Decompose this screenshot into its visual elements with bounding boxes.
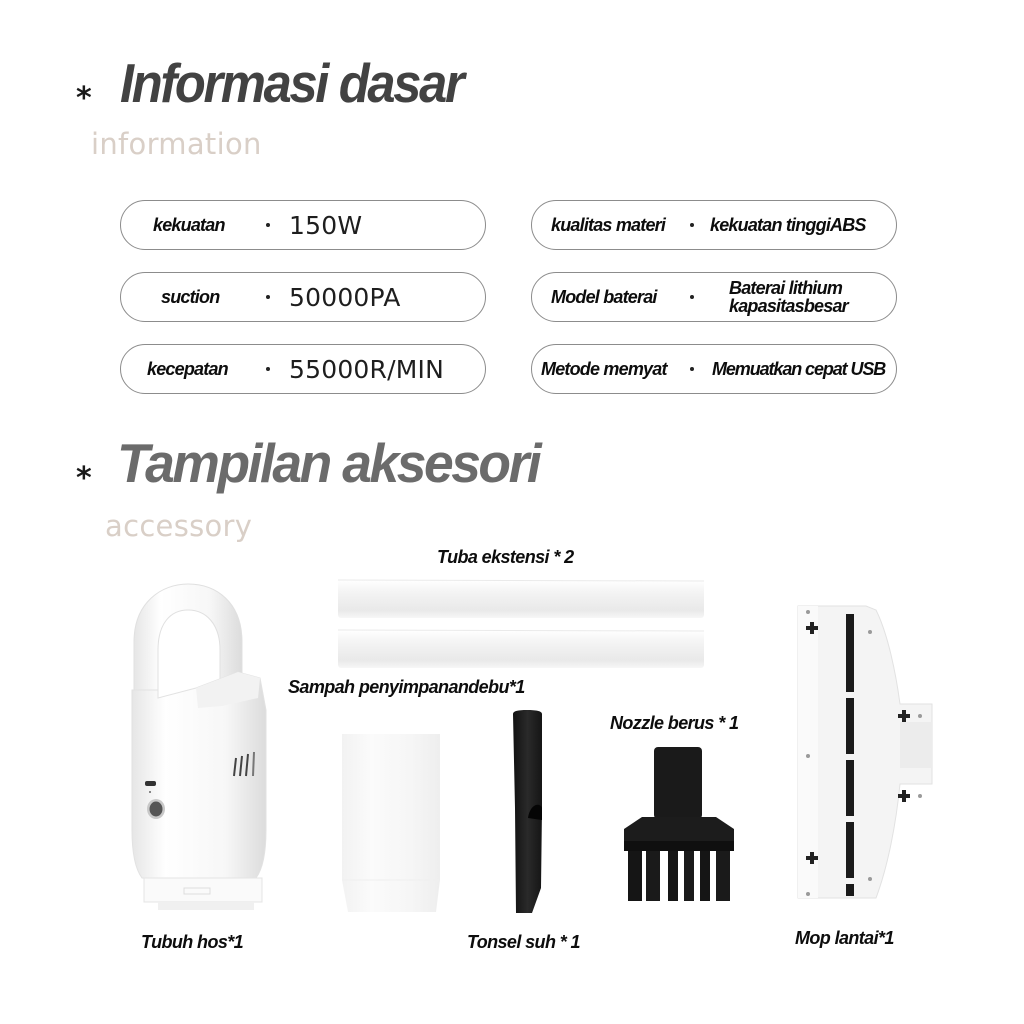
spec-pill-battery bbox=[531, 272, 897, 322]
separator-dot bbox=[690, 367, 694, 371]
label-body: Tubuh hos*1 bbox=[141, 932, 244, 952]
crevice-tool-image bbox=[510, 708, 550, 916]
spec-value: 150W bbox=[289, 210, 363, 240]
section-subtitle-information: information bbox=[91, 127, 262, 161]
spec-label: kekuatan bbox=[153, 214, 225, 235]
dust-bin-image bbox=[336, 730, 448, 922]
spec-label: kualitas materi bbox=[551, 214, 666, 235]
usb-port-icon bbox=[145, 781, 156, 786]
label-floor-mop: Mop lantai*1 bbox=[795, 928, 894, 948]
spec-pill-charging bbox=[531, 344, 897, 394]
separator-dot bbox=[690, 223, 694, 227]
section-title-basic-info: Informasi dasar bbox=[120, 52, 463, 114]
spec-value-line1: Baterai lithium bbox=[729, 278, 843, 298]
label-dust-bin: Sampah penyimpanandebu*1 bbox=[288, 677, 525, 697]
separator-dot bbox=[266, 367, 270, 371]
label-brush-nozzle: Nozzle berus * 1 bbox=[610, 713, 739, 733]
extension-tube bbox=[338, 580, 704, 618]
spec-value-line2: kapasitasbesar bbox=[729, 296, 848, 316]
vacuum-body-image bbox=[126, 580, 286, 915]
spec-label: kecepatan bbox=[147, 358, 228, 379]
spec-pill-suction bbox=[120, 272, 486, 322]
label-crevice-tool: Tonsel suh * 1 bbox=[467, 932, 580, 952]
section-bullet-icon: * bbox=[76, 461, 92, 496]
label-extension-tube: Tuba ekstensi * 2 bbox=[437, 547, 574, 567]
spec-label: Metode memyat bbox=[541, 358, 667, 379]
separator-dot bbox=[266, 295, 270, 299]
extension-tube bbox=[338, 630, 704, 668]
floor-mop-image bbox=[796, 604, 936, 904]
section-title-accessories: Tampilan aksesori bbox=[117, 432, 540, 494]
spec-label: Model baterai bbox=[551, 286, 657, 307]
spec-value bbox=[729, 273, 848, 321]
spec-value: kekuatan tinggiABS bbox=[710, 214, 866, 235]
spec-value: 55000R/MIN bbox=[289, 354, 444, 384]
spec-value: 50000PA bbox=[289, 282, 401, 312]
spec-label: suction bbox=[161, 286, 220, 307]
brush-bristles bbox=[628, 851, 730, 901]
spec-pill-material bbox=[531, 200, 897, 250]
separator-dot bbox=[690, 295, 694, 299]
brush-nozzle-image bbox=[622, 745, 736, 905]
section-subtitle-accessory: accessory bbox=[105, 509, 253, 543]
extension-tubes-image bbox=[338, 578, 706, 670]
spec-pill-power bbox=[120, 200, 486, 250]
spec-value: Memuatkan cepat USB bbox=[712, 358, 886, 379]
separator-dot bbox=[266, 223, 270, 227]
section-bullet-icon: * bbox=[76, 81, 92, 116]
power-button-icon bbox=[147, 799, 165, 819]
spec-pill-speed bbox=[120, 344, 486, 394]
